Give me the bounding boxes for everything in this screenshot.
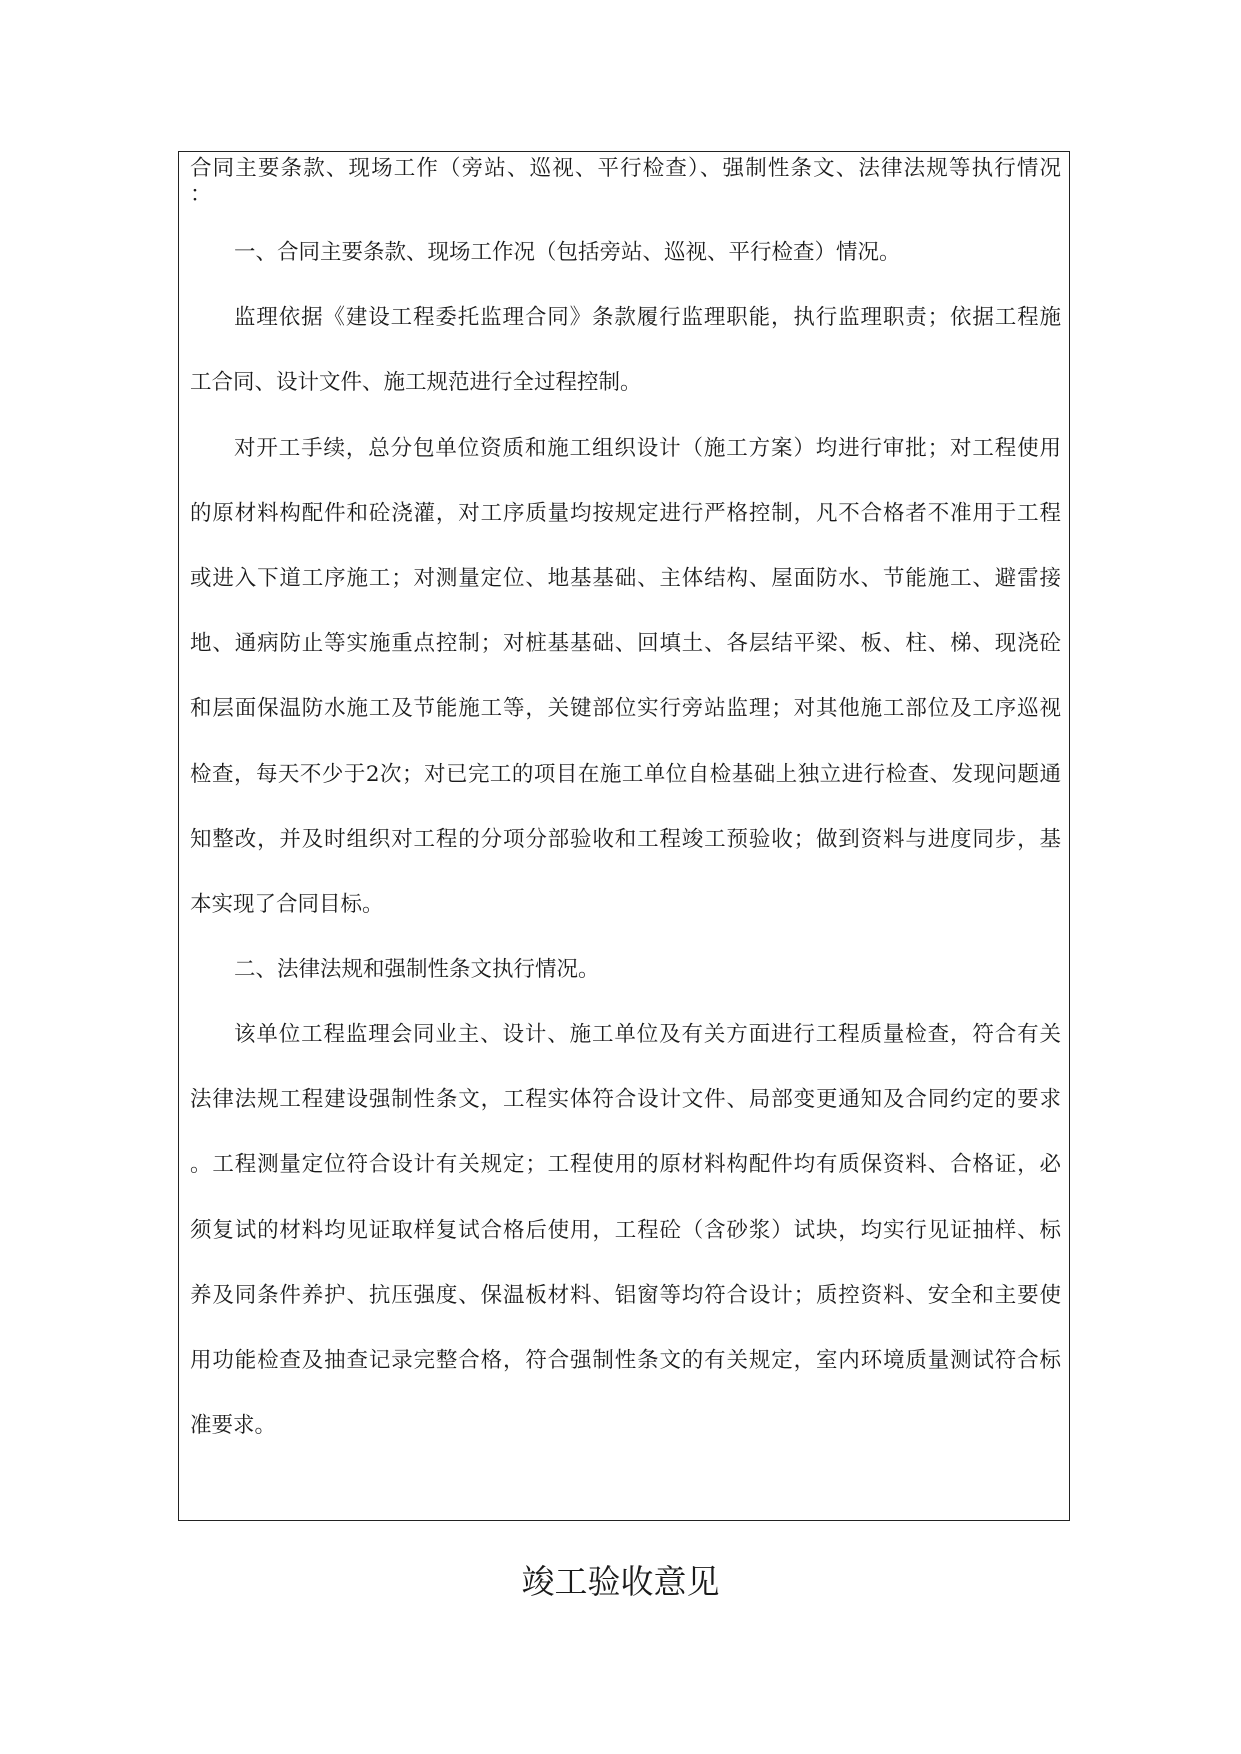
para2-line-2: 的原材料构配件和砼浇灌，对工序质量均按规定进行严格控制，凡不合格者不准用于工程 bbox=[190, 501, 1061, 526]
opinion-table-cell bbox=[178, 151, 1070, 1521]
para3-line-5: 养及同条件养护、抗压强度、保温板材料、铝窗等均符合设计；质控资料、安全和主要使 bbox=[190, 1283, 1061, 1308]
header-line-2: ： bbox=[190, 182, 212, 207]
para2-line-4: 地、通病防止等实施重点控制；对桩基基础、回填土、各层结平梁、板、柱、梯、现浇砼 bbox=[190, 631, 1061, 656]
section1-title: 一、合同主要条款、现场工作况（包括旁站、巡视、平行检查）情况。 bbox=[234, 240, 901, 265]
para3-line-7: 准要求。 bbox=[190, 1413, 277, 1438]
section2-title: 二、法律法规和强制性条文执行情况。 bbox=[234, 957, 600, 982]
para3-line-1: 该单位工程监理会同业主、设计、施工单位及有关方面进行工程质量检查，符合有关 bbox=[234, 1022, 1061, 1047]
para1-line-1: 监理依据《建设工程委托监理合同》条款履行监理职能，执行监理职责；依据工程施 bbox=[234, 305, 1061, 330]
para2-line-1: 对开工手续，总分包单位资质和施工组织设计（施工方案）均进行审批；对工程使用 bbox=[234, 436, 1061, 461]
para2-line-8: 本实现了合同目标。 bbox=[190, 892, 384, 917]
header-line-1: 合同主要条款、现场工作（旁站、巡视、平行检查）、强制性条文、法律法规等执行情况 bbox=[190, 156, 1061, 181]
para3-line-3: 。工程测量定位符合设计有关规定；工程使用的原材料构配件均有质保资料、合格证，必 bbox=[190, 1152, 1061, 1177]
para2-line-3: 或进入下道工序施工；对测量定位、地基基础、主体结构、屋面防水、节能施工、避雷接 bbox=[190, 566, 1061, 591]
para1-line-2: 工合同、设计文件、施工规范进行全过程控制。 bbox=[190, 370, 642, 395]
para3-line-6: 用功能检查及抽查记录完整合格，符合强制性条文的有关规定，室内环境质量测试符合标 bbox=[190, 1348, 1061, 1373]
section-title-acceptance-opinion: 竣工验收意见 bbox=[521, 1562, 720, 1601]
para3-line-4: 须复试的材料均见证取样复试合格后使用，工程砼（含砂浆）试块，均实行见证抽样、标 bbox=[190, 1218, 1061, 1243]
para2-line-5: 和层面保温防水施工及节能施工等，关键部位实行旁站监理；对其他施工部位及工序巡视 bbox=[190, 696, 1061, 721]
para2-line-6: 检查，每天不少于2次；对已完工的项目在施工单位自检基础上独立进行检查、发现问题通 bbox=[190, 762, 1061, 787]
para3-line-2: 法律法规工程建设强制性条文，工程实体符合设计文件、局部变更通知及合同约定的要求 bbox=[190, 1087, 1061, 1112]
para2-line-7: 知整改，并及时组织对工程的分项分部验收和工程竣工预验收；做到资料与进度同步，基 bbox=[190, 827, 1061, 852]
